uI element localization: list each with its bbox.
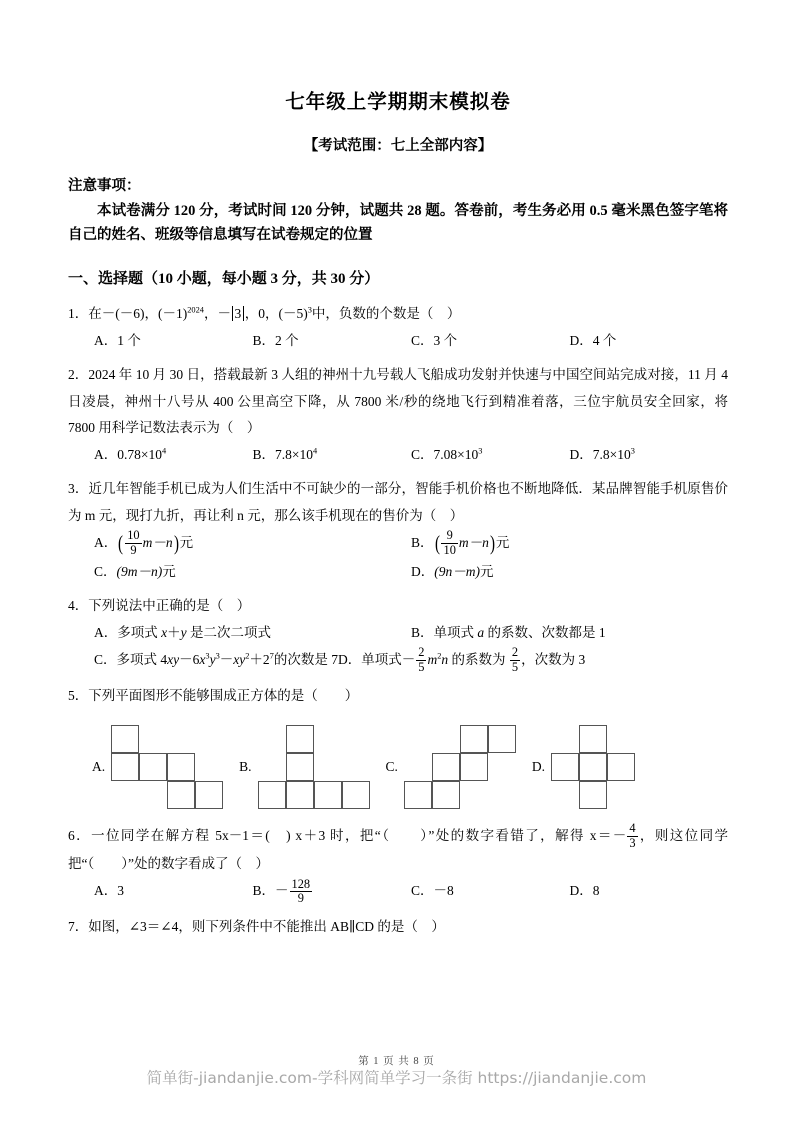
- option-a-times: ×10: [140, 447, 162, 463]
- option-d-exponent: 3: [630, 446, 635, 456]
- option-a-text: 3: [117, 883, 124, 899]
- option-c[interactable]: [411, 327, 570, 354]
- net-cell: [607, 753, 635, 781]
- question-6-stem: [68, 823, 728, 877]
- question-7: [68, 914, 728, 940]
- option-d[interactable]: [570, 327, 729, 354]
- option-b-sign: －: [275, 883, 289, 899]
- net-cell: [111, 753, 139, 781]
- fraction-2-5: $\frac{2}{5}$: [418, 645, 425, 674]
- question-6-number: 6．: [68, 828, 92, 844]
- option-a[interactable]: [94, 441, 253, 468]
- question-2-number: 2．: [68, 367, 89, 383]
- net-cell: [195, 781, 223, 809]
- option-a-unit: 元: [179, 535, 194, 551]
- option-d[interactable]: [570, 877, 729, 906]
- option-b[interactable]: [253, 441, 412, 468]
- net-d-figure: [551, 725, 635, 809]
- net-c-label: C.: [385, 759, 398, 775]
- question-5-number: 5．: [68, 687, 89, 703]
- question-3-stem: [68, 476, 728, 529]
- page-number: 第 1 页 共 8 页: [358, 1056, 435, 1067]
- option-b-label: B．: [411, 625, 434, 641]
- option-c-exponent: 3: [478, 446, 483, 456]
- option-a-expr: m－n: [142, 535, 173, 551]
- option-b[interactable]: B．单项式 a 的系数、次数都是 1: [411, 625, 606, 641]
- net-d-label: D.: [531, 759, 546, 775]
- question-2-options: [68, 441, 728, 468]
- option-b-label: B．: [411, 535, 434, 551]
- page-title: 七年级上学期期末模拟卷: [285, 92, 511, 113]
- option-d-label: D．: [337, 652, 362, 668]
- question-3-options: [68, 529, 728, 585]
- option-c-mantissa: 7.08: [433, 447, 458, 463]
- option-c[interactable]: [411, 441, 570, 468]
- fraction-4-3: $\frac{4}{3}$: [629, 821, 636, 850]
- net-cell: [258, 781, 286, 809]
- net-cell: [460, 753, 488, 781]
- net-a-label: A.: [92, 759, 106, 775]
- option-d-times: ×10: [609, 447, 631, 463]
- net-cell: [167, 753, 195, 781]
- option-a-label: A．: [94, 447, 118, 463]
- net-cell: [286, 725, 314, 753]
- option-c-label: C．: [411, 333, 434, 349]
- option-a-exponent: 4: [162, 446, 167, 456]
- net-cell: [551, 753, 579, 781]
- net-cell: [432, 781, 460, 809]
- question-7-stem: [68, 914, 728, 940]
- option-a[interactable]: [94, 529, 411, 558]
- net-cell: [488, 725, 516, 753]
- option-a-label: A．: [94, 333, 118, 349]
- question-3-number: 3．: [68, 481, 89, 497]
- option-c[interactable]: C．多项式 $4xy-6x^3y^3-xy^2+2^7$的次数是 7: [94, 651, 338, 668]
- question-2-stem: [68, 362, 728, 441]
- option-a-label: A．: [94, 535, 118, 551]
- option-c-unit: 元: [162, 563, 176, 579]
- net-cell: [286, 753, 314, 781]
- option-b-expr: m－n: [458, 535, 489, 551]
- option-b-label: B．: [252, 447, 276, 463]
- net-b-label: B.: [239, 759, 252, 775]
- question-4-options: [68, 619, 728, 675]
- question-5-stem: [68, 683, 728, 709]
- left-paren: (: [118, 530, 124, 555]
- option-a-label: A．: [94, 625, 118, 641]
- option-d-text: 8: [592, 883, 600, 899]
- question-1: [68, 301, 728, 354]
- option-d-label: D．: [411, 563, 435, 579]
- question-5-stem-text: 下列平面图形不能够围成正方体的是（ ）: [88, 687, 359, 703]
- option-b-label: B．: [252, 883, 276, 899]
- fraction-128-9: $\frac{128}{9}$: [291, 876, 311, 905]
- net-cell: [460, 725, 488, 753]
- net-cell: [579, 753, 607, 781]
- option-a-text: 1 个: [117, 333, 141, 349]
- option-b-unit: 元: [495, 535, 510, 551]
- net-c-figure: [404, 725, 516, 809]
- question-5: [68, 683, 728, 809]
- option-d-label: D．: [569, 333, 593, 349]
- question-7-stem-text: 如图，∠3＝∠4，则下列条件中不能推出 AB∥CD 的是（ ）: [88, 919, 445, 935]
- page-content: [68, 90, 728, 949]
- question-6-stem-part-b: ，则这位同学把“（ ）”处的数字看成了（ ）: [68, 828, 729, 872]
- net-cell: [432, 753, 460, 781]
- option-c-label: C．: [94, 563, 117, 579]
- option-d-label: D．: [569, 447, 593, 463]
- net-cell: [286, 781, 314, 809]
- net-option-d[interactable]: [532, 725, 635, 809]
- option-d-unit: 元: [480, 563, 494, 579]
- option-b[interactable]: [253, 877, 412, 906]
- notice-heading: 注意事项：: [68, 178, 141, 195]
- net-option-c[interactable]: [386, 725, 516, 809]
- option-d-label: D．: [569, 883, 593, 899]
- question-1-number: 1．: [68, 306, 89, 322]
- net-b-figure: [258, 725, 370, 809]
- question-1-stem-suffix: 中，负数的个数是（ ）: [311, 306, 461, 322]
- option-b-mantissa: 7.8: [275, 447, 292, 463]
- watermark-text: 简单街-jiandanjie.com-学科网简单学习一条街 https://jiandanjie.com: [146, 1068, 647, 1087]
- option-c-label: C．: [411, 883, 434, 899]
- question-6-options: [68, 877, 728, 906]
- question-1-options: [68, 327, 728, 354]
- option-b[interactable]: [253, 327, 412, 354]
- question-2: [68, 362, 728, 468]
- fraction-10-9: $\frac{10}{9}$: [127, 528, 140, 557]
- notice-body: 本试卷满分 120 分，考试时间 120 分钟，试题共 28 题。答卷前，考生务必用 0.5 毫米黑色签字笔将自己的姓名、班级等信息填写在试卷规定的位置: [68, 203, 728, 243]
- net-cell: [139, 753, 167, 781]
- option-d[interactable]: [570, 441, 729, 468]
- net-cell: [404, 781, 432, 809]
- net-cell: [314, 781, 342, 809]
- option-a[interactable]: [94, 877, 253, 906]
- left-paren: (: [434, 530, 440, 555]
- question-3-stem-text: 近几年智能手机已成为人们生活中不可缺少的一部分，智能手机价格也不断地降低．某品牌智能手机原售价为 m 元，现打九折，再让利 n 元，那么该手机现在的售价为（ ）: [68, 481, 728, 523]
- question-1-stem-prefix: 在: [88, 306, 102, 322]
- right-paren: ): [489, 530, 495, 555]
- question-3: [68, 476, 728, 584]
- option-c-text: －8: [433, 883, 454, 899]
- net-cell: [111, 725, 139, 753]
- question-4: [68, 593, 728, 675]
- question-4-number: 4．: [68, 597, 89, 613]
- option-a-label: A．: [94, 883, 118, 899]
- fraction-2-5-b: $\frac{2}{5}$: [511, 645, 519, 674]
- option-c-label: C．: [94, 652, 117, 668]
- option-a-mantissa: 0.78: [117, 447, 141, 463]
- net-a-figure: [111, 725, 223, 809]
- option-d-text: 4 个: [592, 333, 617, 349]
- question-6: [68, 823, 728, 906]
- question-6-stem-part-a: 一位同学在解方程 5x－1＝( ) x＋3 时，把“（ ）”处的数字看错了，解得 x＝－: [91, 828, 627, 844]
- question-4-stem: [68, 593, 728, 619]
- net-option-a[interactable]: [92, 725, 223, 809]
- net-option-b[interactable]: [239, 725, 369, 809]
- option-a[interactable]: [94, 327, 253, 354]
- question-1-stem: 1．在－(－6)，$(-1)^{2024}$，－ 3 ，0，$(-5)^3$中，负数的个数是（ ）: [68, 305, 461, 322]
- section-heading-choice: 一、选择题（10 小题，每小题 3 分，共 30 分）: [68, 271, 380, 288]
- option-b-label: B．: [252, 333, 276, 349]
- option-c-expr: (9m－n): [116, 563, 163, 579]
- page-footer: [0, 1056, 793, 1088]
- cube-net-options: [68, 725, 728, 809]
- option-d-expr: (9n－m): [434, 563, 480, 579]
- exam-scope-subtitle: 【考试范围：七上全部内容】: [303, 138, 493, 155]
- option-c[interactable]: [411, 877, 570, 906]
- option-b-times: ×10: [291, 447, 314, 463]
- option-c-text: 3 个: [433, 333, 458, 349]
- fraction-9-10: $\frac{9}{10}$: [443, 528, 456, 557]
- option-d[interactable]: [411, 558, 728, 585]
- net-cell: [167, 781, 195, 809]
- option-c-label: C．: [411, 447, 434, 463]
- option-d[interactable]: D．单项式－ $\frac{2}{5}$ $m^2n$ 的系数为 $\frac{2}{5}$ ，次数为 3: [337, 645, 586, 674]
- right-paren: ): [173, 530, 179, 555]
- option-c[interactable]: [94, 558, 411, 585]
- question-4-stem-text: 下列说法中正确的是（ ）: [88, 597, 251, 613]
- question-2-stem-text: 2024 年 10 月 30 日，搭载最新 3 人组的神州十九号载人飞船成功发射并快速与中国空间站完成对接，11 月 4 日凌晨，神州十八号从 400 公里高空下降，从 7800 米/秒的绕地飞行到精准着落，三位宇航员安全回家，将 7800 用科学记数法表示为（ ）: [68, 367, 729, 436]
- option-a[interactable]: A．多项式 x＋y 是二次二项式: [94, 625, 271, 641]
- option-d-mantissa: 7.8: [592, 447, 610, 463]
- option-b-text: 2 个: [275, 333, 299, 349]
- net-cell: [579, 781, 607, 809]
- question-7-number: 7．: [68, 919, 89, 935]
- option-b[interactable]: [411, 529, 728, 558]
- option-c-times: ×10: [457, 447, 479, 463]
- option-b-exponent: 4: [313, 446, 318, 456]
- net-cell: [342, 781, 370, 809]
- net-cell: [579, 725, 607, 753]
